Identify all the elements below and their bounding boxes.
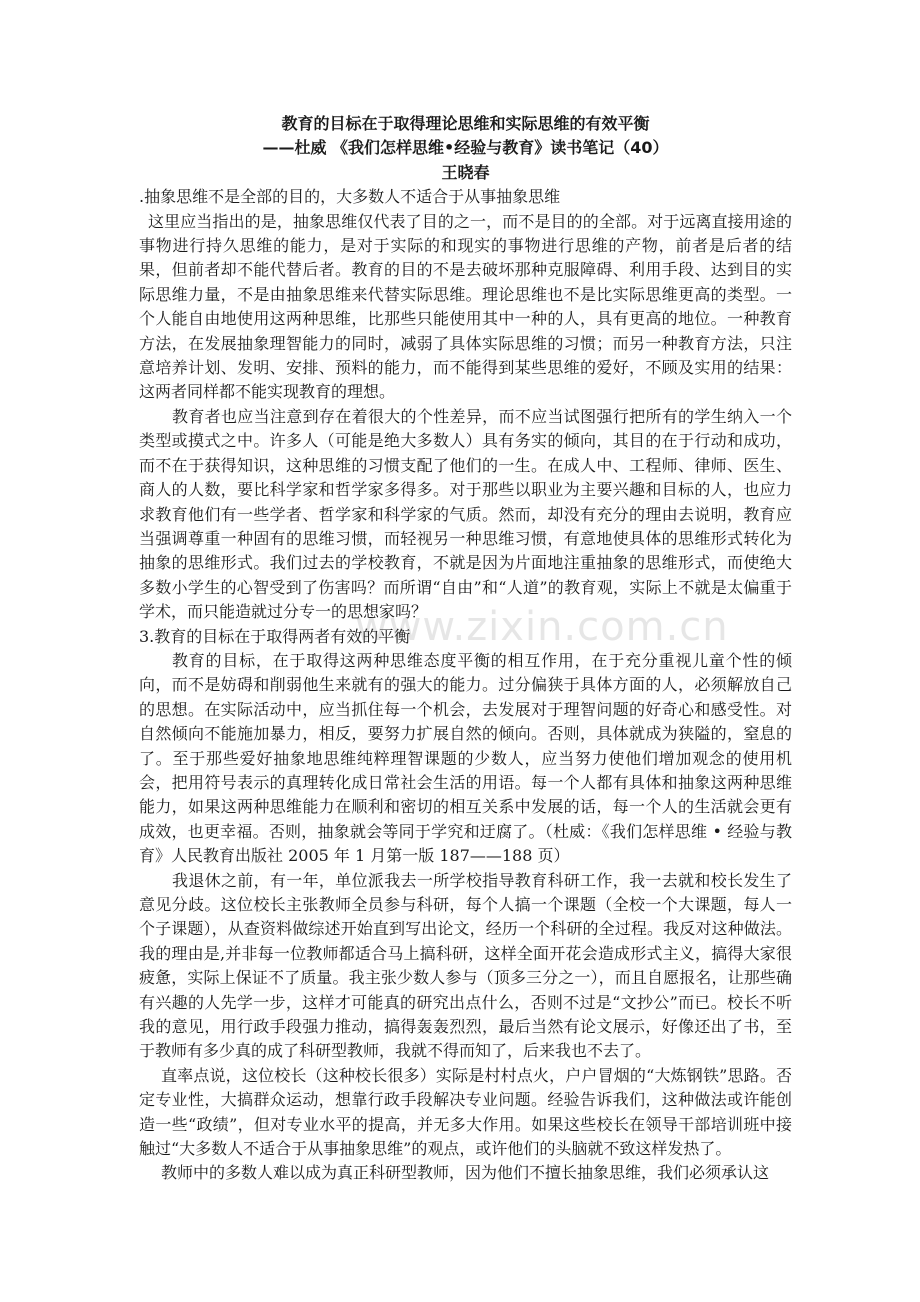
document-title: 教育的目标在于取得理论思维和实际思维的有效平衡 <box>281 114 650 133</box>
watermark: www.zixin.com.cn <box>355 604 729 650</box>
body-paragraph: 教师中的多数人难以成为真正科研型教师，因为他们不擅长抽象思维，我们必须承认这 <box>161 1163 770 1183</box>
document-subtitle: ——杜威 《我们怎样思维•经验与教育》读书笔记（40） <box>262 138 669 158</box>
body-paragraph: 这里应当指出的是，抽象思维仅代表了目的之一，而不是目的的全部。对于远离直接用途的事物进行持久思维的能力，是对于实际的和现实的事物进行思维的产物，前者是后者的结果，但前者却不能代替后者。教育的目的不是去破坏那种克服障碍、利用手段、达到目的实际思维力量，不是由抽象思维来代替实际思维。理论思维也不是比实际思维更高的类型。一个人能自由地使用这两种思维，比那些只能使用其中一种的人，具有更高的地位。一种教育方法，在发展抽象理智能力的同时，减弱了具体实际思维的习惯；而另一种教育方法，只注意培养计划、发明、安排、预料的能力，而不能得到某些思维的爱好，不顾及实用的结果：这两者同样都不能实现教育的理想。 <box>139 211 792 402</box>
body-paragraph: 我退休之前，有一年，单位派我去一所学校指导教育科研工作，我一去就和校长发生了意见分歧。这位校长主张教师全员参与科研，每个人搞一个课题（全校一个大课题，每人一个子课题），从查资料做综述开始直到写出论文，经历一个科研的全过程。我反对这种做法。我的理由是,并非每一位教师都适合马上搞科研，这样全面开花会造成形式主义，搞得大家很疲惫，实际上保证不了质量。我主张少数人参与（顶多三分之一），而且自愿报名，让那些确有兴趣的人先学一步，这样才可能真的研究出点什么，否则不过是“文抄公”而已。校长不听我的意见，用行政手段强力推动，搞得轰轰烈烈，最后当然有论文展示，好像还出了书，至于教师有多少真的成了科研型教师，我就不得而知了，后来我也不去了。 <box>139 870 792 1061</box>
section-heading: .抽象思维不是全部的目的，大多数人不适合于从事抽象思维 <box>139 187 561 207</box>
body-paragraph: 教育者也应当注意到存在着很大的个性差异，而不应当试图强行把所有的学生纳入一个类型或摸式之中。许多人（可能是绝大多数人）具有务实的倾向，其目的在于行动和成功，而不在于获得知识，这种思维的习惯支配了他们的一生。在成人中、工程师、律师、医生、商人的人数，要比科学家和哲学家多得多。对于那些以职业为主要兴趣和目标的人，也应力求教育他们有一些学者、哲学家和科学家的气质。然而，却没有充分的理由去说明，教育应当强调尊重一种固有的思维习惯，而轻视另一种思维习惯，有意地使具体的思维形式转化为抽象的思维形式。我们过去的学校教育，不就是因为片面地注重抽象的思维形式，而使绝大多数小学生的心智受到了伤害吗？而所谓“自由”和“人道”的教育观，实际上不就是太偏重于学术，而只能造就过分专一的思想家吗？ <box>139 406 792 622</box>
document-body <box>139 112 792 1186</box>
body-paragraph: 直率点说，这位校长（这种校长很多）实际是村村点火，户户冒烟的“大炼钢铁”思路。否定专业性，大搞群众运动，想靠行政手段解决专业问题。经验告诉我们，这种做法或许能创造一些“政绩”，但对专业水平的提高，并无多大作用。如果这些校长在领导干部培训班中接触过“大多数人不适合于从事抽象思维”的观点，或许他们的头脑就不致这样发热了。 <box>139 1065 792 1159</box>
document-author: 王晓春 <box>441 162 490 182</box>
body-paragraph: 教育的目标，在于取得这两种思维态度平衡的相互作用，在于充分重视儿童个性的倾向，而不是妨碍和削弱他生来就有的强大的能力。过分偏狭于具体方面的人，必须解放自己的思想。在实际活动中，应当抓住每一个机会，去发展对于理智问题的好奇心和感受性。对自然倾向不能施加暴力，相反，要努力扩展自然的倾向。否则，具体就成为狭隘的，窒息的了。至于那些爱好抽象地思维纯粹理智课题的少数人，应当努力使他们增加观念的使用机会，把用符号表示的真理转化成日常社会生活的用语。每一个人都有具体和抽象这两种思维能力，如果这两种思维能力在顺利和密切的相互关系中发展的话，每一个人的生活就会更有成效，也更幸福。否则，抽象就会等同于学究和迂腐了。（杜威：《我们怎样思维 • 经验与教育》人民教育出版社 2005 年 1 月第一版 187——188 页） <box>139 650 792 866</box>
section-heading: 3.教育的目标在于取得两者有效的平衡 <box>139 626 411 646</box>
